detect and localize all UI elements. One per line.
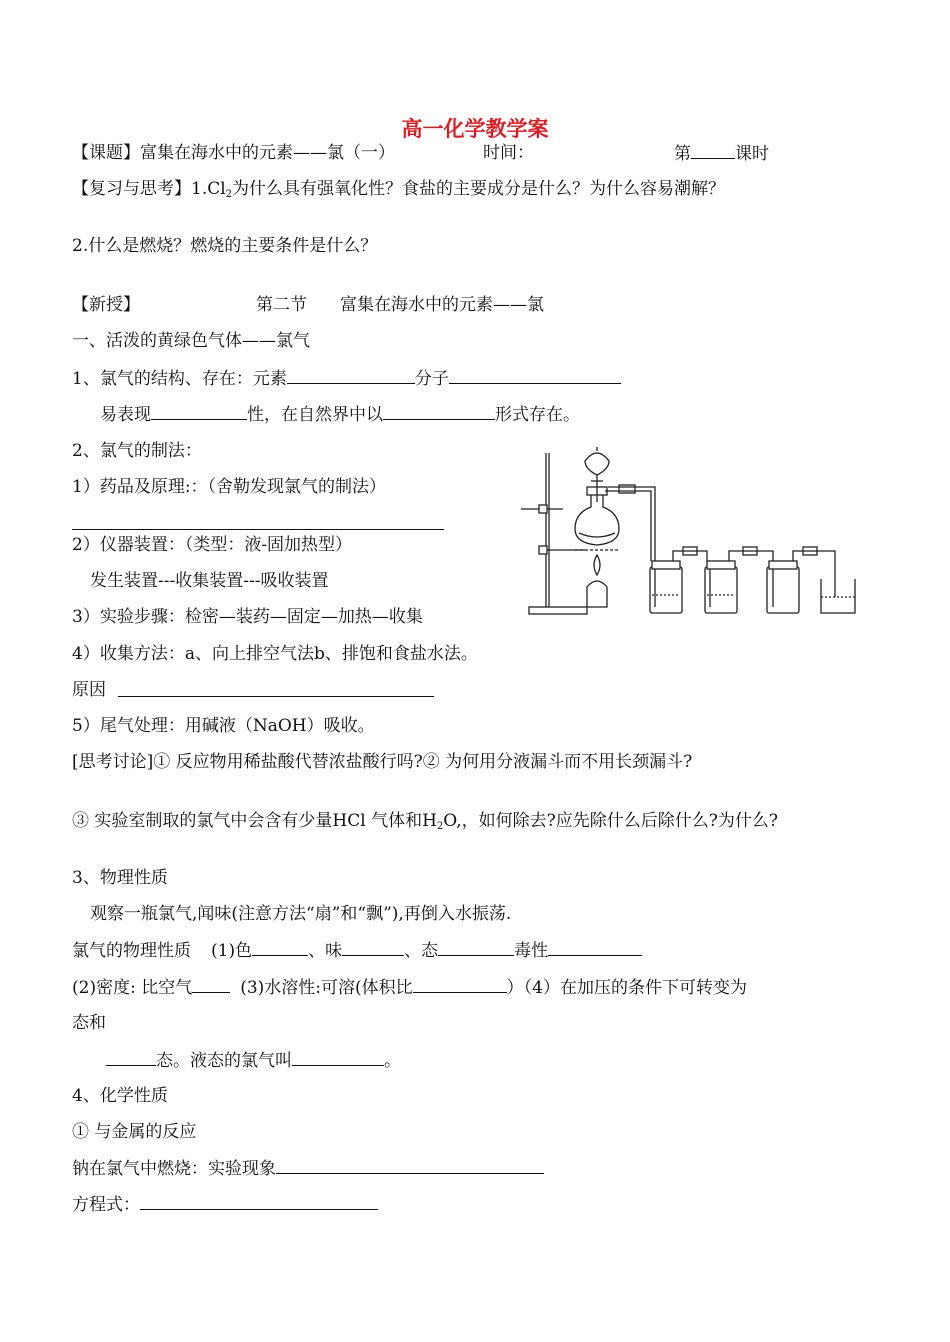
state-blank[interactable] [438, 939, 514, 956]
discussion-q3-pre: ③ 实验室制取的氯气中会含有少量HCl 气体和H [72, 811, 437, 831]
density-line [72, 976, 747, 999]
discussion-q3-post: O,，如何除去?应先除什么后除什么?为什么? [443, 811, 778, 831]
rubber-connector-1 [619, 485, 635, 493]
liquid-name-label: 态。液态的氯气叫 [156, 1051, 292, 1071]
color-blank[interactable] [252, 939, 308, 956]
period-field [674, 142, 769, 165]
equation-blank[interactable] [140, 1193, 378, 1210]
stand-base [529, 607, 587, 614]
equation-label: 方程式： [72, 1195, 140, 1215]
document-title: 高一化学教学案 [401, 117, 549, 141]
solubility-label: (3)水溶性:可溶(体积比 [240, 978, 413, 998]
reason-label: 原因 [72, 680, 106, 700]
state-and-label: 态和 [72, 1013, 106, 1033]
part1-heading: 一、活泼的黄绿色气体——氯气 [72, 331, 310, 351]
discussion-q3-sub: 2 [436, 821, 444, 832]
section-number: 第二节 [256, 295, 307, 315]
clamp-boss [539, 505, 547, 513]
steps-line: 3）实验步骤：检密—装药—固定—加热—收集 [72, 607, 423, 627]
collection-bottle-stopper [769, 561, 797, 569]
flame [594, 555, 600, 575]
physical-props-label: 氯气的物理性质 [72, 941, 191, 961]
sodium-blank[interactable] [276, 1157, 544, 1174]
structure-line [72, 367, 621, 390]
tail-gas-line: 5）尾气处理：用碱液（NaOH）吸收。 [72, 716, 375, 736]
state-label: 、态 [404, 941, 439, 961]
pressure-label: ）（4）在加压的条件下可转变为 [506, 978, 747, 998]
chlorine-apparatus-diagram [515, 447, 865, 617]
review-q2: 2.什么是燃烧？燃烧的主要条件是什么？ [72, 236, 378, 256]
structure-molecule-label: 分子 [414, 369, 449, 389]
period-blank[interactable] [691, 142, 735, 159]
metal-reaction-heading: ① 与金属的反应 [72, 1122, 197, 1142]
smell-blank[interactable] [342, 939, 404, 956]
liquid-name-blank[interactable] [292, 1049, 384, 1066]
ring-boss [539, 546, 547, 554]
smell-label: 、味 [308, 941, 343, 961]
sodium-line [72, 1157, 544, 1180]
flask-liquid [579, 533, 615, 537]
alcohol-lamp [587, 581, 607, 607]
structure-element-label: 1、氯气的结构、存在：元素 [72, 369, 287, 389]
toxicity-label: 毒性 [514, 941, 549, 961]
nature-label: 性，在自然界中以 [247, 405, 383, 425]
property-label: 易表现 [100, 405, 151, 425]
period-prefix: 第 [674, 144, 691, 164]
review-q1 [72, 178, 725, 200]
period-suffix: 课时 [735, 144, 769, 164]
prep-heading: 2、氯气的制法： [72, 441, 202, 461]
solubility-blank[interactable] [413, 976, 507, 993]
review-label: 【复习与思考】 [72, 179, 191, 199]
element-blank[interactable] [287, 367, 415, 384]
density-label: (2)密度: 比空气 [72, 978, 193, 998]
property-line [100, 403, 580, 426]
density-blank[interactable] [192, 976, 230, 993]
reason-line [72, 679, 106, 701]
review-q1-pre: 1.Cl [191, 179, 226, 199]
apparatus-chain: 发生装置---收集装置---吸收装置 [90, 571, 329, 591]
section-title: 富集在海水中的元素——氯 [340, 295, 544, 315]
property-blank[interactable] [151, 403, 247, 420]
topic-line [72, 142, 395, 164]
topic-label: 【课题】富集在海水中的元素——氯（一） [72, 143, 395, 163]
review-q1-post: 为什么具有强氧化性？食盐的主要成分是什么？为什么容易潮解？ [232, 179, 726, 199]
collection-line: 4）收集方法：a、向上排空气法b、排饱和食盐水法。 [72, 644, 478, 664]
connecting-tube-1 [673, 551, 707, 561]
form-blank[interactable] [383, 403, 495, 420]
color-label: (1)色 [211, 941, 253, 961]
time-label: 时间： [483, 143, 534, 163]
bottle-1-stopper [652, 561, 680, 569]
molecule-blank[interactable] [449, 367, 621, 384]
physical-props-line [72, 939, 642, 962]
toxicity-blank[interactable] [548, 939, 642, 956]
discussion-q3 [72, 810, 778, 832]
reason-blank[interactable] [118, 696, 434, 697]
reagents-blank[interactable] [72, 529, 444, 530]
apparatus-line: 2）仪器装置：（类型：液-固加热型） [72, 535, 353, 555]
reagents-line: 1）药品及原理:：（舍勒发现氯气的制法） [72, 477, 387, 497]
new-lesson-label: 【新授】 [72, 295, 140, 315]
bottle-2-stopper [707, 561, 735, 569]
liquid-state-blank[interactable] [106, 1049, 156, 1066]
review-q1-sub: 2 [225, 189, 233, 200]
liquid-line [106, 1049, 401, 1072]
observation-line: 观察一瓶氯气,闻味(注意方法“扇”和“飘”),再倒入水振荡. [90, 904, 512, 924]
form-suffix: 形式存在。 [495, 405, 580, 425]
discussion-line: [思考讨论]① 反应物用稀盐酸代替浓盐酸行吗?② 为何用分液漏斗而不用长颈漏斗? [72, 752, 693, 772]
separatory-funnel [585, 453, 609, 475]
liquid-suffix: 。 [384, 1051, 401, 1071]
sodium-label: 钠在氯气中燃烧：实验现象 [72, 1159, 276, 1179]
chemical-heading: 4、化学性质 [72, 1086, 168, 1106]
physical-heading: 3、物理性质 [72, 868, 168, 888]
equation-line [72, 1193, 378, 1216]
absorption-beaker [821, 579, 855, 613]
collection-bottle [767, 567, 799, 613]
